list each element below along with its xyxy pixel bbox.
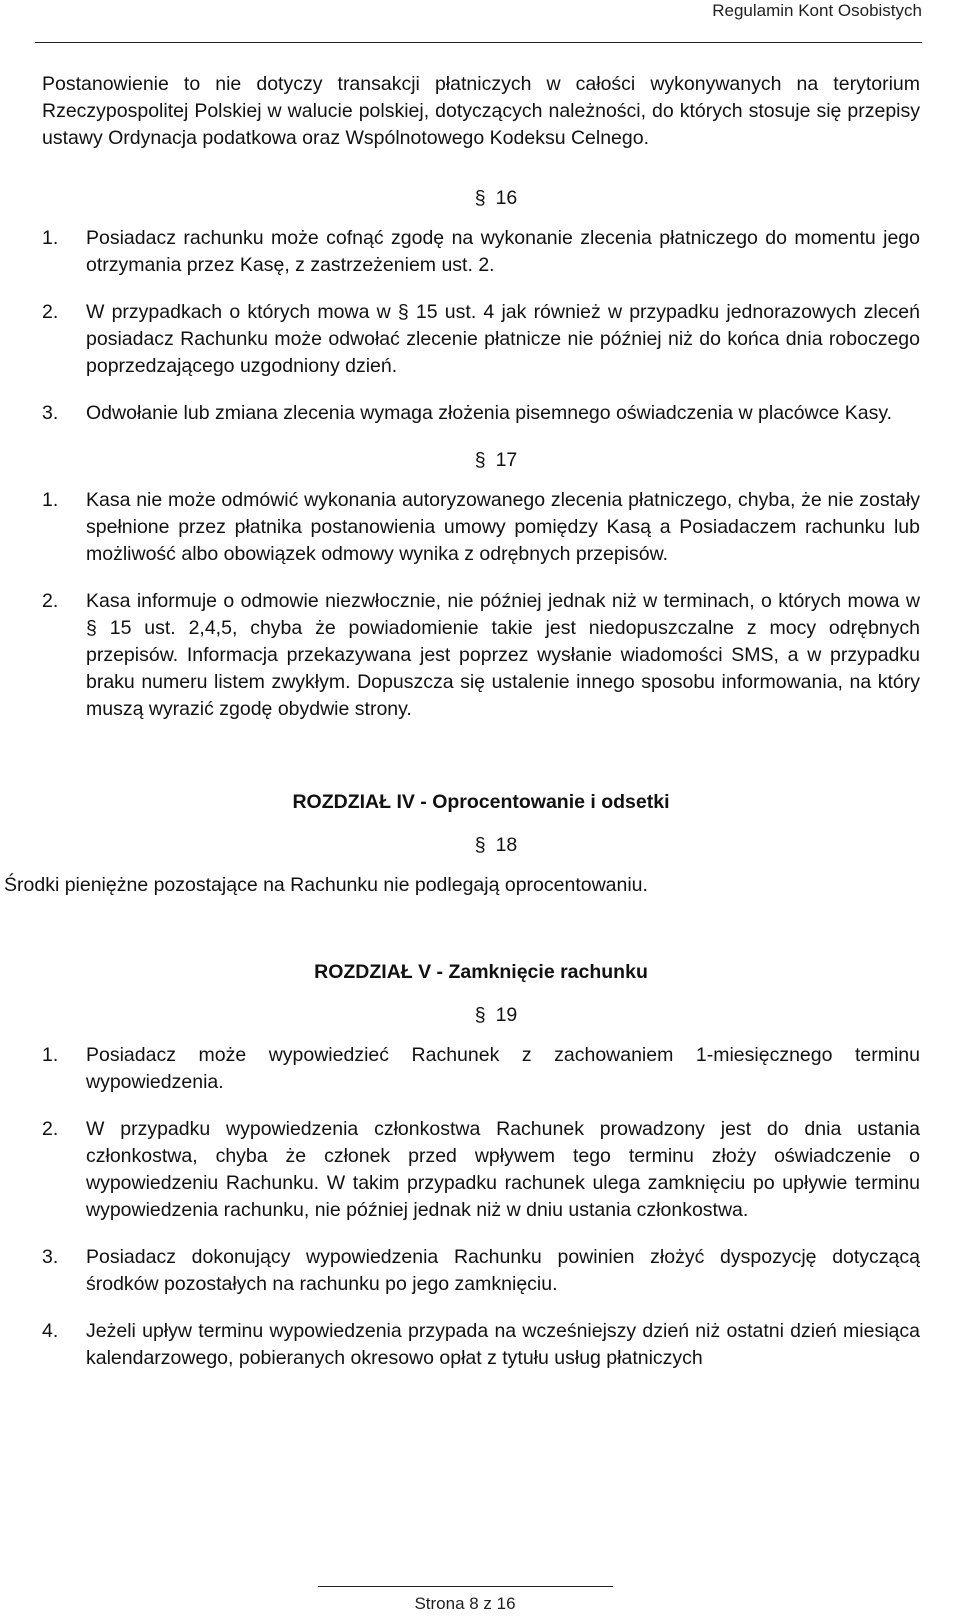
list-item: [42, 588, 920, 723]
section-number: 19: [495, 1004, 518, 1026]
item-number: 3.: [42, 402, 59, 424]
item-text: W przypadkach o których mowa w § 15 ust. 4 jak również w przypadku jednorazowych zleceń posiadacz Rachunku może odwołać zlecenie płatnicze nie później niż do końca dnia roboczego poprzedzającego uzgodniony dzień.: [86, 301, 920, 377]
list-item: [42, 400, 920, 427]
header-title: Regulamin Kont Osobistych: [712, 1, 922, 20]
item-number: 3.: [42, 1246, 59, 1268]
item-number: 2.: [42, 301, 59, 323]
section-symbol: §: [397, 301, 409, 323]
page-footer: [0, 1586, 960, 1620]
list-item: [42, 1318, 920, 1372]
item-text: Kasa informuje o odmowie niezwłocznie, nie później jednak niż w terminach, o których mowa w § 15 ust. 2,4,5, chyba że powiadomienie takie jest niedopuszczalne z mocy odrębnych przepisów. Informacja przekazywana jest poprzez wysłanie wiadomości SMS, a w przypadku braku numeru listem zwykłym. Dopuszcza się ustalenie innego sposobu informowania, na który muszą wyrazić zgodę obydwie strony.: [86, 590, 920, 720]
section-18-text: Środki pieniężne pozostające na Rachunku nie podlegają oprocentowaniu.: [4, 874, 648, 896]
section-heading-16: [42, 181, 920, 215]
item-number: 2.: [42, 590, 59, 612]
page-number: Strona 8 z 16: [414, 1594, 516, 1613]
section-symbol: §: [86, 617, 97, 639]
section-symbol: §: [474, 187, 486, 209]
list-item: [42, 299, 920, 380]
page-header: [0, 0, 960, 44]
list-item: [42, 1042, 920, 1096]
item-number: 1.: [42, 489, 59, 511]
item-text: Kasa nie może odmówić wykonania autoryzowanego zlecenia płatniczego, chyba, że nie zostały spełnione przez płatnika postanowienia umowy pomiędzy Kasą a Posiadaczem rachunku lub możliwość albo obowiązek odmowy wynika z odrębnych przepisów.: [86, 489, 920, 565]
item-text: Posiadacz dokonujący wypowiedzenia Rachunku powinien złożyć dyspozycję dotyczącą środków pozostałych na rachunku po jego zamknięciu.: [86, 1246, 920, 1295]
section-number: 17: [495, 449, 518, 471]
section-symbol: §: [474, 449, 486, 471]
list-item: [42, 1244, 920, 1298]
item-number: 4.: [42, 1320, 59, 1342]
section-number: 18: [495, 834, 518, 856]
item-number: 1.: [42, 1044, 59, 1066]
section-19-items: [42, 1042, 920, 1372]
item-number: 1.: [42, 227, 59, 249]
section-reference: 15: [109, 617, 132, 639]
section-symbol: §: [474, 834, 486, 856]
document-body: [4, 71, 920, 1392]
list-item: [42, 1116, 920, 1224]
item-text: Posiadacz rachunku może cofnąć zgodę na wykonanie zlecenia płatniczego do momentu jego otrzymania przez Kasę, z zastrzeżeniem ust. 2.: [86, 227, 920, 276]
item-text: W przypadku wypowiedzenia członkostwa Rachunek prowadzony jest do dnia ustania członkostwa, chyba że członek przed wpływem tego terminu złoży oświadczenie o wypowiedzeniu Rachunku. W takim przypadku rachunek ulega zamknięciu po upływie terminu wypowiedzenia rachunku, nie później jednak niż w dniu ustania członkostwa.: [86, 1118, 920, 1221]
section-16-items: [42, 225, 920, 427]
item-text: Posiadacz może wypowiedzieć Rachunek z zachowaniem 1-miesięcznego terminu wypowiedzenia.: [86, 1044, 920, 1093]
section-heading-18: [42, 828, 920, 862]
chapter-heading: ROZDZIAŁ IV - Oprocentowanie i odsetki: [292, 791, 670, 813]
list-item: [42, 487, 920, 568]
section-number: 16: [495, 187, 518, 209]
item-number: 2.: [42, 1118, 59, 1140]
intro-paragraph: Postanowienie to nie dotyczy transakcji płatniczych w całości wykonywanych na terytorium Rzeczypospolitej Polskiej w walucie polskiej, dotyczących należności, do których stosuje się przepisy ustawy Ordynacja podatkowa oraz Wspólnotowego Kodeksu Celnego.: [42, 73, 920, 149]
section-reference: 15: [415, 301, 438, 323]
header-rule: [35, 42, 922, 43]
section-17-items: [42, 487, 920, 723]
list-item: [42, 225, 920, 279]
item-text: Odwołanie lub zmiana zlecenia wymaga złożenia pisemnego oświadczenia w placówce Kasy.: [86, 402, 893, 424]
item-text: Jeżeli upływ terminu wypowiedzenia przypada na wcześniejszy dzień niż ostatni dzień miesiąca kalendarzowego, pobieranych okresowo opłat z tytułu usług płatniczych: [86, 1320, 920, 1369]
section-heading-17: [42, 443, 920, 477]
section-symbol: §: [474, 1004, 486, 1026]
footer-rule: [318, 1586, 613, 1587]
section-heading-19: [42, 998, 920, 1032]
chapter-heading: ROZDZIAŁ V - Zamknięcie rachunku: [314, 961, 648, 983]
